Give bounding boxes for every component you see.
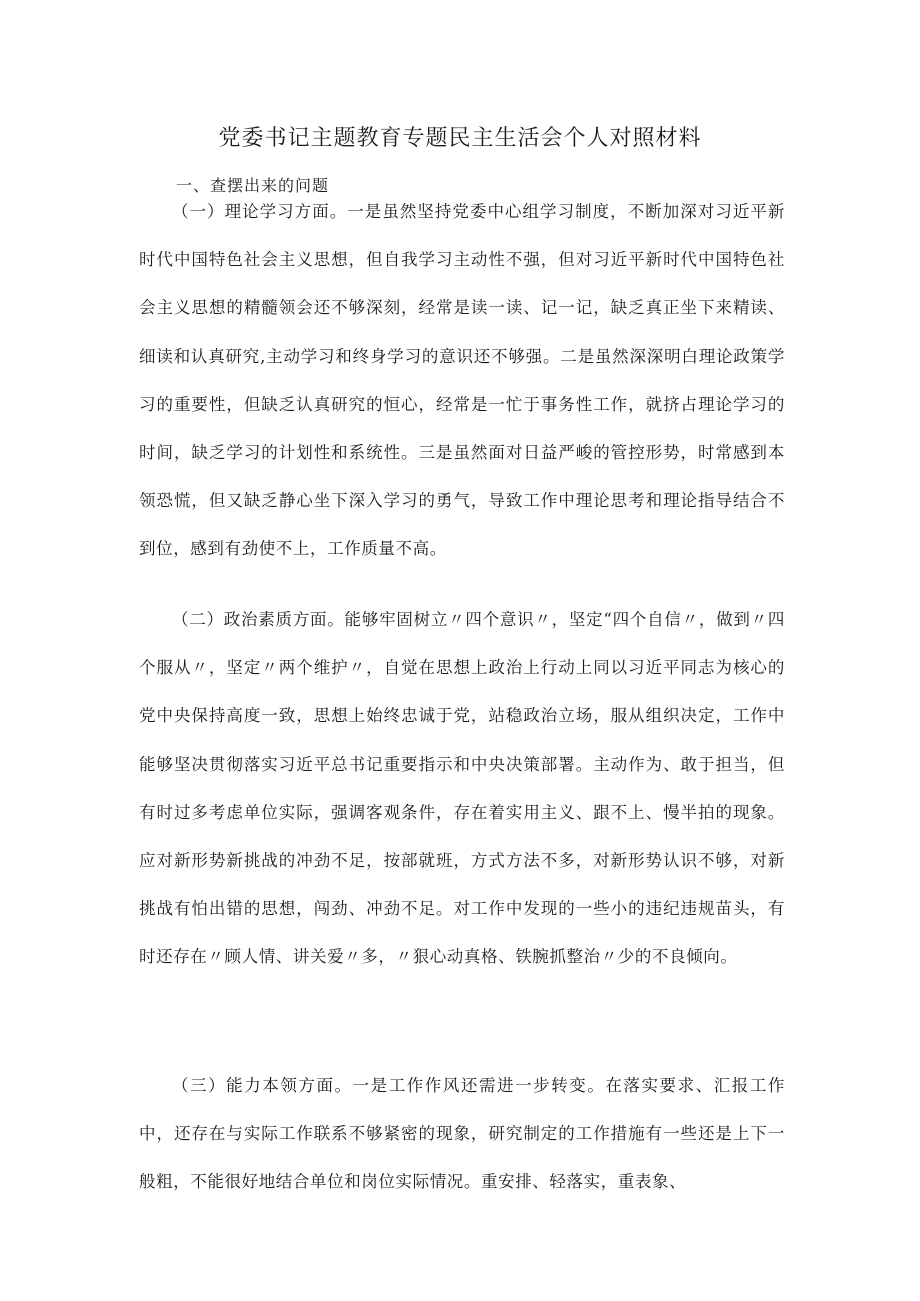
paragraph-political-quality: （二）政治素质方面。能够牢固树立〃四个意识〃，坚定“四个自信〃，做到〃四个服从〃，坚定〃两个维护〃，自觉在思想上政治上行动上同以习近平同志为核心的党中央保持高度一致，思想上始终忠诚于党，站稳政治立场，服从组织决定，工作中能够坚决贯彻落实习近平总书记重要指示和中央决策部署。主动作为、敢于担当，但有时过多考虑单位实际，强调客观条件，存在着实用主义、跟不上、慢半拍的现象。应对新形势新挑战的冲劲不足，按部就班，方式方法不多，对新形势认识不够，对新挑战有怕出错的思想，闯劲、冲劲不足。对工作中发现的一些小的违纪违规苗头，有时还存在〃顾人情、讲关爱〃多，〃狠心动真格、铁腕抓整治〃少的不良倾向。 <box>139 610 785 967</box>
paragraph-ability: （三）能力本领方面。一是工作作风还需进一步转变。在落实要求、汇报工作中，还存在与实际工作联系不够紧密的现象，研究制定的工作措施有一些还是上下一般粗，不能很好地结合单位和岗位实际情况。重安排、轻落实，重表象、 <box>139 1076 785 1192</box>
paragraph-theory-study: （一）理论学习方面。一是虽然坚持党委中心组学习制度，不断加深对习近平新时代中国特色社会主义思想，但自我学习主动性不强，但对习近平新时代中国特色社会主义思想的精髓领会还不够深刻，经常是读一读、记一记，缺乏真正坐下来精读、细读和认真研究,主动学习和终身学习的意识还不够强。二是虽然深深明白理论政策学习的重要性，但缺乏认真研究的恒心，经常是一忙于事务性工作，就挤占理论学习的时间，缺乏学习的计划性和系统性。三是虽然面对日益严峻的管控形势，时常感到本领恐慌，但又缺乏静心坐下深入学习的勇气，导致工作中理论思考和理论指导结合不到位，感到有劲使不上，工作质量不高。 <box>139 202 785 559</box>
section-heading: 一、查摆出来的问题 <box>176 176 330 195</box>
document-title: 党委书记主题教育专题民主生活会个人对照材料 <box>218 126 702 151</box>
